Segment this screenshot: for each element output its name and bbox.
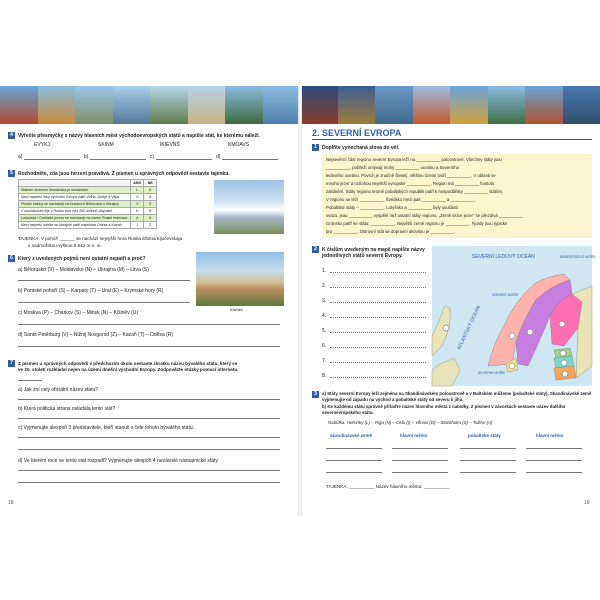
map-label-barents-sea: BARENTSOVO MOŘE: [560, 255, 596, 259]
exercise-3-part-b: b) Ke každému státu správně přiřaďte název hlavního města z nabídky. Z písmen v závorkách sestavte název dalšího severoevropského státu.: [322, 404, 566, 415]
answer-line[interactable]: [18, 324, 280, 325]
answer-line[interactable]: [330, 332, 426, 333]
no-letter[interactable]: K: [144, 187, 157, 194]
map-marker: [560, 350, 566, 356]
answer-line[interactable]: [18, 399, 280, 400]
map-label-atlantic-ocean: ATLANTSKÝ OCEÁN: [456, 304, 483, 351]
answer-line[interactable]: [24, 159, 80, 160]
answer-line[interactable]: [460, 460, 516, 461]
statement: Mezi nejdelší řeky východní Evropy patří Volha, Dněpr a Visla.: [19, 194, 131, 201]
answer-line[interactable]: [526, 472, 582, 473]
map-marker: [509, 333, 515, 339]
textbook-spread: [0, 86, 600, 516]
exercise-7-number: 7: [8, 360, 15, 367]
left-header-photo-band: [0, 86, 300, 124]
fill-line-10: pro __________. Ostrovní stát se dopravní aktivitou je __________.: [326, 229, 456, 234]
map-marker: [527, 329, 533, 335]
map-marker: [561, 360, 567, 366]
map-marker: [509, 363, 515, 369]
header-capital-1: hlavní město: [400, 433, 428, 438]
statement: Ladožské i Oněžské jezero se nacházejí na území Ruské federace.: [19, 215, 131, 222]
answer-line[interactable]: [326, 448, 382, 449]
answer-line[interactable]: [156, 159, 212, 160]
section-rule: [312, 139, 592, 140]
capital-offer: Nabídka: Helsinky (L) – Riga (N) – Oslo (I) – Vilnius (D) – Stockholm (S) – Tallinn (A): [328, 420, 493, 425]
statement: Pinské bažiny se nacházejí na hranicích Běloruska a Ukrajiny.: [19, 201, 131, 208]
fill-line-3: ledového oceánu. Povrch je značně členitý, většinu území tvoří __________. V oblasti se: [326, 173, 496, 178]
answer-letter-a: a): [18, 154, 23, 160]
true-false-table: [18, 179, 157, 229]
answer-line[interactable]: [18, 437, 280, 438]
fill-line-4: mnoho jezer a rozlohou největší evropské __________. Region má __________ hustotu: [326, 181, 495, 186]
page-number-right: 19: [584, 500, 590, 506]
yes-letter[interactable]: A: [131, 215, 144, 222]
answer-line[interactable]: [330, 272, 426, 273]
answer-line[interactable]: [18, 302, 190, 303]
map-number-5: 5.: [322, 328, 327, 334]
question-b: b) Která politická strana ovládala tento stát?: [18, 406, 116, 412]
exercise-1-number: 1: [312, 144, 319, 151]
answer-line[interactable]: [90, 159, 146, 160]
kishinev-photo: [196, 252, 284, 306]
option-d: d) Sankt-Petěrburg (V) – Nižnij Novgorod (Z) – Kazaň (T) – Oděsa (R): [18, 332, 174, 338]
exercise-7-instruction-2: ve 20. století rozkládal nejen na území dnešní východní Evropy. Zodpovězte otázky pomocí internetu.: [18, 367, 239, 372]
fill-line-5: zalidnění. Státy regionu kromě pobaltských republik patří k hospodářsky __________ státům.: [326, 189, 504, 194]
no-letter[interactable]: Z: [144, 222, 157, 229]
fill-line-2: __________, pobřeží omývají mohy __________ oceánu a Severního: [326, 165, 460, 170]
answer-letter-b: b): [84, 154, 89, 160]
exercise-3-number: 3: [312, 391, 319, 398]
map-number-1: 1.: [322, 268, 327, 274]
anagram-4: KMOAVS: [228, 142, 250, 148]
answer-line[interactable]: [392, 460, 448, 461]
exercise-1-instruction: Doplňte vynechaná slova do vět.: [322, 145, 400, 151]
option-b: b) Pontské pohoří (S) – Karpaty (T) – Ural (E) – Krymské hory (R): [18, 288, 164, 294]
fill-line-6: V regionu se těží __________, Švédsko mezi pak __________ a __________,: [326, 197, 476, 202]
map-number-6: 6.: [322, 343, 327, 349]
question-d: d) Ve kterém roce se tento stát rozpadl? Vyjmenujte alespoň 4 nezávislé nástupnické státy.: [18, 458, 219, 464]
statement: Mezi největší města na Ukrajině patří například Oděsa a Kazaň.: [19, 222, 131, 229]
map-number-3: 3.: [322, 298, 327, 304]
answer-line[interactable]: [330, 347, 426, 348]
page-number-left: 18: [8, 500, 14, 506]
exercise-4-instruction: Vyřešte přesmyčky s názvy hlavních měst východoevropských států a napište stát, ke kterému náleží.: [18, 133, 260, 139]
mountain-photo: [214, 180, 284, 234]
answer-line[interactable]: [18, 418, 280, 419]
answer-line[interactable]: [392, 448, 448, 449]
fill-line-1: Nejsevěrní část regionu severní Evropa leží na __________ poloostrově. Všechny státy jsou: [326, 157, 502, 162]
yes-letter[interactable]: L: [131, 187, 144, 194]
column-no: NE: [144, 180, 157, 187]
exercise-5-instruction: Rozhodněte, zda jsou tvrzení pravdivá. Z písmen u správných odpovědí sestavte tajenku.: [18, 171, 230, 177]
no-letter[interactable]: B: [144, 208, 157, 215]
map-label-norwegian-sea: NORSKÉ MOŘE: [492, 293, 519, 297]
tajenka-line-right: TAJENKA: __________ Název hlavního města: __________: [326, 484, 450, 489]
exercise-5-number: 5: [8, 170, 15, 177]
map-label-arctic-ocean: SEVERNÍ LEDOVÝ OCEÁN: [472, 254, 535, 260]
yes-letter[interactable]: O: [131, 194, 144, 201]
answer-line[interactable]: [222, 159, 278, 160]
anagram-3: IKIEVNŠ: [160, 142, 180, 148]
answer-line[interactable]: [330, 377, 426, 378]
answer-line[interactable]: [330, 317, 426, 318]
answer-line[interactable]: [18, 470, 280, 471]
exercise-7-instruction-1: Z písmen u správných odpovědí v předchozím úkolu sestavte zkratku názvu bývalého státu, který se: [18, 361, 238, 366]
left-page: [0, 86, 300, 516]
answer-line[interactable]: [326, 460, 382, 461]
option-c: c) Moskva (P) – Charkov (S) – Minsk (N) – Kišiněv (U): [18, 310, 139, 316]
exercise-2-number: 2: [312, 246, 319, 253]
anagram-2: SKINM: [98, 142, 114, 148]
header-scandinavian-countries: skandinávské země: [330, 433, 373, 438]
map-number-7: 7.: [322, 358, 327, 364]
question-c: c) Vyjmenujte alespoň 3 představitele, kteří stanuli v čele tohoto bývalého státu.: [18, 425, 195, 431]
answer-line[interactable]: [18, 482, 280, 483]
section-title: 2. SEVERNÍ EVROPA: [312, 128, 402, 138]
header-baltic-states: pobaltské státy: [468, 433, 501, 438]
statement: V současnosti žije v Rusku více než 200 milionů obyvatel.: [19, 208, 131, 215]
book-gutter: [298, 86, 302, 516]
answer-line[interactable]: [330, 302, 426, 303]
map-number-2: 2.: [322, 283, 327, 289]
northern-europe-map: [432, 246, 596, 386]
answer-line[interactable]: [326, 472, 382, 473]
exercise-4-number: 4: [8, 132, 15, 139]
map-marker: [559, 321, 565, 327]
exercise-6-instruction: Který z uvedených pojmů není ostatní nepatří a proč?: [18, 256, 146, 262]
fill-line-7: Pobaltské státy – __________, Lotyšsko a __________ byly součástí: [326, 205, 458, 210]
photo-caption: Kišiněv: [230, 307, 243, 312]
option-a: a) Bělorusko (V) – Moldavsko (N) – Ukrajina (M) – Litva (S): [18, 267, 149, 273]
map-number-8: 8.: [322, 373, 327, 379]
no-letter[interactable]: K: [144, 215, 157, 222]
answer-line[interactable]: [526, 460, 582, 461]
answer-line[interactable]: [18, 449, 280, 450]
answer-line[interactable]: [392, 472, 448, 473]
tajenka-line-2: s nadmořskou výškou 5 642 m n. m.: [28, 243, 102, 248]
answer-line[interactable]: [526, 448, 582, 449]
exercise-3-part-a: a) Státy severní Evropy leží zejména na Skandinávském poloostrově a v Baltském můžeme (pobaltské státy). Skandinávské země vyjmenujte od západu na východ a pobaltské státy od severu k jihu.: [322, 391, 592, 402]
answer-letter-c: c): [150, 154, 155, 160]
no-letter[interactable]: Z: [144, 201, 157, 208]
right-header-photo-band: [300, 86, 600, 124]
column-yes: ANO: [131, 180, 144, 187]
answer-line[interactable]: [18, 380, 42, 381]
answer-line[interactable]: [460, 472, 516, 473]
answer-line[interactable]: [330, 362, 426, 363]
fill-line-8: svazu, jsou __________ vyspělé než ostatní státy regionu. „Země tisíce jezer" se přezdívá __________: [326, 213, 523, 218]
yes-letter[interactable]: K: [131, 208, 144, 215]
answer-line[interactable]: [18, 346, 280, 347]
answer-line[interactable]: [18, 280, 190, 281]
answer-line[interactable]: [330, 287, 426, 288]
tajenka-line: TAJENKA: V pohoří ______ se nachází nejvyšší hora Ruska Elbrus/Ključevskaja: [18, 236, 183, 241]
no-letter[interactable]: A: [144, 194, 157, 201]
answer-line[interactable]: [460, 448, 516, 449]
yes-letter[interactable]: J: [131, 222, 144, 229]
anagram-1: EVYKJ: [34, 142, 50, 148]
yes-letter[interactable]: V: [131, 201, 144, 208]
header-capital-2: hlavní město: [536, 433, 564, 438]
map-label-north-sea: SEVERNÍ MOŘE: [478, 371, 505, 375]
exercise-2-instruction: K číslům uvedeným na mapě napište názvy jednotlivých států severní Evropy.: [322, 247, 425, 259]
map-marker: [443, 325, 449, 331]
question-a: a) Jak zní celý oficiální název státu?: [18, 387, 99, 393]
map-marker: [562, 371, 568, 377]
answer-letter-d: d): [216, 154, 221, 160]
map-number-4: 4.: [322, 313, 327, 319]
statement: Státním zřízením Moldavska je monarchie.: [19, 187, 131, 194]
right-page: [300, 86, 600, 516]
exercise-6-number: 6: [8, 255, 15, 262]
fill-line-9: Grónsko patří ke státu: __________. Největší země regionu je __________. Fjordy jsou typické: [326, 221, 508, 226]
